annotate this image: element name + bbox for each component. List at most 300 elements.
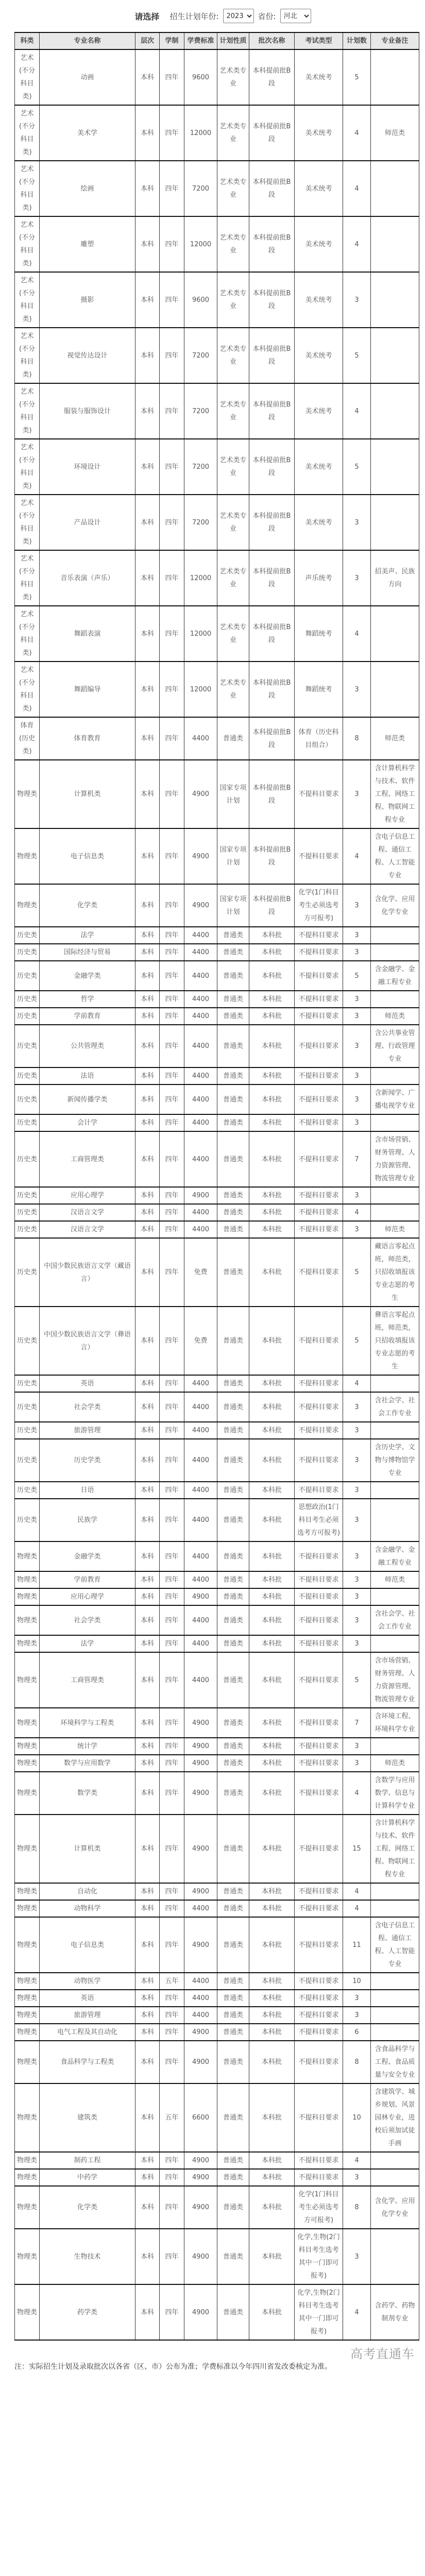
- table-row: [15, 1635, 419, 1652]
- table-row: [15, 1883, 419, 1900]
- cell-major-name: 摄影: [40, 272, 135, 328]
- cell-major-name: 旅游管理: [40, 2007, 135, 2024]
- cell-major-name: 制药工程: [40, 2152, 135, 2169]
- cell-batch: 本科批: [249, 1084, 295, 1114]
- table-row: [15, 1482, 419, 1499]
- header-level: 层次: [135, 32, 160, 49]
- cell-tuition: 免费: [184, 1238, 217, 1307]
- cell-plan-type: 普通类: [217, 1772, 249, 1815]
- cell-tuition: 6600: [184, 2083, 217, 2152]
- cell-plan-type: 普通类: [217, 961, 249, 991]
- cell-major-name: 食品科学与工程类: [40, 2041, 135, 2083]
- cell-tuition: 4400: [184, 1605, 217, 1635]
- cell-duration: 四年: [160, 1439, 184, 1482]
- cell-plan-count: 3: [343, 1187, 371, 1204]
- cell-exam-type: 不提科目要求: [295, 1204, 343, 1221]
- cell-duration: 四年: [160, 328, 184, 383]
- table-row: [15, 1187, 419, 1204]
- cell-exam-type: 不提科目要求: [295, 991, 343, 1008]
- cell-plan-count: 3: [343, 1499, 371, 1541]
- cell-batch: 本科提前批B段: [249, 49, 295, 105]
- table-row: [15, 1973, 419, 1990]
- cell-subject-category: 历史类: [15, 1307, 40, 1375]
- cell-subject-category: 物理类: [15, 2083, 40, 2152]
- cell-major-name: 社会学类: [40, 1392, 135, 1422]
- cell-level: 本科: [135, 161, 160, 216]
- table-row: [15, 2007, 419, 2024]
- cell-plan-type: 艺术类专业: [217, 105, 249, 161]
- table-row: [15, 1221, 419, 1238]
- cell-major-note: 师范类: [371, 105, 419, 161]
- cell-subject-category: 物理类: [15, 884, 40, 927]
- cell-duration: 四年: [160, 1990, 184, 2007]
- cell-tuition: 4900: [184, 1187, 217, 1204]
- cell-plan-count: 3: [343, 662, 371, 717]
- cell-subject-category: 历史类: [15, 961, 40, 991]
- cell-plan-type: 普通类: [217, 1114, 249, 1131]
- cell-level: 本科: [135, 1187, 160, 1204]
- cell-batch: 本科批: [249, 991, 295, 1008]
- cell-tuition: 4400: [184, 717, 217, 760]
- cell-level: 本科: [135, 1588, 160, 1605]
- cell-major-name: 法学: [40, 927, 135, 944]
- cell-exam-type: 不提科目要求: [295, 2152, 343, 2169]
- cell-plan-type: 普通类: [217, 1084, 249, 1114]
- cell-plan-type: 普通类: [217, 2083, 249, 2152]
- year-select[interactable]: [223, 9, 254, 23]
- cell-duration: 四年: [160, 1482, 184, 1499]
- cell-exam-type: 不提科目要求: [295, 1588, 343, 1605]
- cell-batch: 本科批: [249, 1422, 295, 1439]
- cell-plan-count: 10: [343, 1973, 371, 1990]
- cell-subject-category: 物理类: [15, 1772, 40, 1815]
- cell-plan-type: 普通类: [217, 1917, 249, 1973]
- cell-plan-type: 普通类: [217, 1439, 249, 1482]
- cell-batch: 本科批: [249, 2229, 295, 2284]
- cell-exam-type: 美术统考: [295, 383, 343, 439]
- cell-plan-type: 普通类: [217, 1025, 249, 1067]
- cell-major-note: [371, 991, 419, 1008]
- cell-duration: 四年: [160, 2186, 184, 2229]
- cell-level: 本科: [135, 828, 160, 884]
- cell-level: 本科: [135, 1973, 160, 1990]
- table-row: [15, 1815, 419, 1883]
- cell-batch: 本科批: [249, 1917, 295, 1973]
- cell-subject-category: 历史类: [15, 1008, 40, 1025]
- cell-plan-count: 3: [343, 1439, 371, 1482]
- cell-subject-category: 艺术(不分科目类): [15, 216, 40, 272]
- cell-plan-count: 3: [343, 1571, 371, 1588]
- cell-major-note: 师范类: [371, 717, 419, 760]
- cell-duration: 四年: [160, 717, 184, 760]
- table-row: [15, 717, 419, 760]
- cell-major-note: [371, 1883, 419, 1900]
- cell-duration: 四年: [160, 272, 184, 328]
- cell-batch: 本科批: [249, 927, 295, 944]
- table-row: [15, 1541, 419, 1571]
- table-row: [15, 272, 419, 328]
- cell-exam-type: 不提科目要求: [295, 1307, 343, 1375]
- cell-duration: 五年: [160, 1973, 184, 1990]
- cell-tuition: 4900: [184, 1738, 217, 1755]
- cell-major-name: 自动化: [40, 1883, 135, 1900]
- cell-duration: 四年: [160, 1499, 184, 1541]
- cell-plan-type: 普通类: [217, 1204, 249, 1221]
- cell-tuition: 4900: [184, 1883, 217, 1900]
- cell-level: 本科: [135, 2024, 160, 2041]
- cell-duration: 四年: [160, 495, 184, 550]
- cell-plan-count: 3: [343, 1482, 371, 1499]
- cell-plan-count: 5: [343, 961, 371, 991]
- cell-subject-category: 艺术(不分科目类): [15, 550, 40, 606]
- cell-batch: 本科批: [249, 1114, 295, 1131]
- cell-exam-type: 不提科目要求: [295, 1571, 343, 1588]
- cell-tuition: 4900: [184, 828, 217, 884]
- cell-level: 本科: [135, 2169, 160, 2186]
- cell-exam-type: 不提科目要求: [295, 1238, 343, 1307]
- cell-duration: 四年: [160, 1114, 184, 1131]
- cell-subject-category: 艺术(不分科目类): [15, 161, 40, 216]
- cell-major-name: 舞蹈表演: [40, 606, 135, 662]
- cell-plan-count: 3: [343, 1738, 371, 1755]
- cell-level: 本科: [135, 1883, 160, 1900]
- cell-tuition: 4400: [184, 1375, 217, 1392]
- cell-plan-count: 3: [343, 1392, 371, 1422]
- cell-subject-category: 物理类: [15, 2007, 40, 2024]
- cell-major-name: 电子信息类: [40, 828, 135, 884]
- cell-subject-category: 物理类: [15, 1708, 40, 1738]
- table-row: [15, 1067, 419, 1084]
- cell-batch: 本科批: [249, 1635, 295, 1652]
- cell-plan-type: 普通类: [217, 1990, 249, 2007]
- cell-level: 本科: [135, 1375, 160, 1392]
- cell-subject-category: 体育(历史类): [15, 717, 40, 760]
- cell-exam-type: 不提科目要求: [295, 944, 343, 961]
- cell-exam-type: 不提科目要求: [295, 1900, 343, 1917]
- cell-plan-count: 4: [343, 383, 371, 439]
- cell-plan-count: 3: [343, 927, 371, 944]
- cell-subject-category: 物理类: [15, 760, 40, 828]
- cell-plan-type: 普通类: [217, 1307, 249, 1375]
- cell-exam-type: 美术统考: [295, 495, 343, 550]
- cell-subject-category: 物理类: [15, 2169, 40, 2186]
- cell-plan-type: 艺术类专业: [217, 439, 249, 495]
- cell-batch: 本科批: [249, 2284, 295, 2340]
- cell-plan-type: 普通类: [217, 927, 249, 944]
- cell-duration: 四年: [160, 1755, 184, 1772]
- table-header-row: [15, 32, 419, 49]
- cell-plan-count: 3: [343, 760, 371, 828]
- cell-major-note: 含金融学、金融工程专业: [371, 961, 419, 991]
- cell-plan-type: 普通类: [217, 1973, 249, 1990]
- cell-major-note: [371, 2229, 419, 2284]
- cell-exam-type: 不提科目要求: [295, 1131, 343, 1187]
- cell-batch: 本科提前批B段: [249, 884, 295, 927]
- cell-major-note: [371, 1499, 419, 1541]
- cell-plan-count: 4: [343, 2152, 371, 2169]
- cell-tuition: 4900: [184, 1917, 217, 1973]
- cell-subject-category: 艺术(不分科目类): [15, 328, 40, 383]
- cell-level: 本科: [135, 1008, 160, 1025]
- cell-plan-type: 普通类: [217, 717, 249, 760]
- table-row: [15, 216, 419, 272]
- cell-plan-count: 3: [343, 2007, 371, 2024]
- cell-batch: 本科批: [249, 1238, 295, 1307]
- cell-plan-count: 4: [343, 105, 371, 161]
- cell-major-name: 汉语言文学: [40, 1221, 135, 1238]
- cell-tuition: 12000: [184, 550, 217, 606]
- cell-subject-category: 历史类: [15, 1187, 40, 1204]
- cell-plan-count: 4: [343, 216, 371, 272]
- cell-duration: 四年: [160, 884, 184, 927]
- cell-major-name: 生物技术: [40, 2229, 135, 2284]
- cell-plan-count: 3: [343, 944, 371, 961]
- cell-subject-category: 物理类: [15, 2152, 40, 2169]
- cell-batch: 本科批: [249, 1755, 295, 1772]
- cell-major-name: 建筑类: [40, 2083, 135, 2152]
- table-row: [15, 1238, 419, 1307]
- cell-major-name: 中药学: [40, 2169, 135, 2186]
- province-select[interactable]: [280, 9, 311, 23]
- cell-tuition: 4400: [184, 1973, 217, 1990]
- table-row: [15, 884, 419, 927]
- cell-plan-type: 普通类: [217, 1187, 249, 1204]
- cell-duration: 四年: [160, 1605, 184, 1635]
- cell-major-name: 工商管理类: [40, 1131, 135, 1187]
- cell-major-note: 含化学、应用化学专业: [371, 884, 419, 927]
- cell-major-note: [371, 1635, 419, 1652]
- cell-duration: 四年: [160, 1772, 184, 1815]
- cell-level: 本科: [135, 991, 160, 1008]
- table-row: [15, 1652, 419, 1708]
- cell-tuition: 4400: [184, 2007, 217, 2024]
- cell-plan-type: 国家专项计划: [217, 828, 249, 884]
- cell-plan-type: 艺术类专业: [217, 161, 249, 216]
- cell-plan-type: 艺术类专业: [217, 606, 249, 662]
- cell-level: 本科: [135, 1900, 160, 1917]
- cell-level: 本科: [135, 760, 160, 828]
- cell-plan-count: 5: [343, 439, 371, 495]
- cell-major-note: 含建筑学、城乡规划、风景园林专业，进校后须加试徒手画: [371, 2083, 419, 2152]
- cell-plan-type: 普通类: [217, 1900, 249, 1917]
- cell-plan-type: 普通类: [217, 2186, 249, 2229]
- cell-major-name: 英语: [40, 1375, 135, 1392]
- cell-exam-type: 不提科目要求: [295, 828, 343, 884]
- cell-plan-type: 艺术类专业: [217, 216, 249, 272]
- cell-subject-category: 物理类: [15, 1815, 40, 1883]
- cell-major-note: [371, 2007, 419, 2024]
- cell-batch: 本科提前批B段: [249, 272, 295, 328]
- cell-plan-count: 5: [343, 328, 371, 383]
- cell-exam-type: 不提科目要求: [295, 2041, 343, 2083]
- cell-batch: 本科批: [249, 1307, 295, 1375]
- cell-batch: 本科批: [249, 1772, 295, 1815]
- cell-level: 本科: [135, 2284, 160, 2340]
- table-row: [15, 2152, 419, 2169]
- cell-plan-type: 艺术类专业: [217, 272, 249, 328]
- cell-major-name: 计算机类: [40, 1815, 135, 1883]
- cell-duration: 四年: [160, 2041, 184, 2083]
- cell-level: 本科: [135, 2229, 160, 2284]
- cell-major-name: 药学类: [40, 2284, 135, 2340]
- cell-batch: 本科批: [249, 1883, 295, 1900]
- cell-subject-category: 物理类: [15, 1755, 40, 1772]
- cell-level: 本科: [135, 105, 160, 161]
- cell-subject-category: 历史类: [15, 1439, 40, 1482]
- cell-exam-type: 美术统考: [295, 105, 343, 161]
- cell-plan-type: 普通类: [217, 2169, 249, 2186]
- table-row: [15, 606, 419, 662]
- cell-major-name: 计算机类: [40, 760, 135, 828]
- cell-level: 本科: [135, 1708, 160, 1738]
- cell-plan-count: 3: [343, 1990, 371, 2007]
- cell-duration: 四年: [160, 662, 184, 717]
- cell-major-name: 产品设计: [40, 495, 135, 550]
- cell-plan-count: 7: [343, 1131, 371, 1187]
- cell-level: 本科: [135, 2186, 160, 2229]
- cell-exam-type: 美术统考: [295, 328, 343, 383]
- cell-level: 本科: [135, 1025, 160, 1067]
- cell-major-note: [371, 662, 419, 717]
- cell-major-note: 含市场营销、财务管理、人力资源管理、物流管理专业: [371, 1652, 419, 1708]
- cell-batch: 本科批: [249, 1571, 295, 1588]
- cell-batch: 本科批: [249, 1990, 295, 2007]
- cell-major-note: [371, 927, 419, 944]
- cell-plan-count: 3: [343, 1008, 371, 1025]
- cell-level: 本科: [135, 1238, 160, 1307]
- cell-plan-count: 8: [343, 717, 371, 760]
- cell-duration: 四年: [160, 1204, 184, 1221]
- cell-exam-type: 不提科目要求: [295, 1990, 343, 2007]
- cell-plan-type: 艺术类专业: [217, 49, 249, 105]
- cell-batch: 本科提前批B段: [249, 760, 295, 828]
- cell-subject-category: 物理类: [15, 1652, 40, 1708]
- table-row: [15, 927, 419, 944]
- cell-major-name: 动画: [40, 49, 135, 105]
- cell-plan-type: 普通类: [217, 1482, 249, 1499]
- cell-major-note: 藏语言零起点班，师范类，只招收填报该专业志愿的考生: [371, 1238, 419, 1307]
- cell-exam-type: 不提科目要求: [295, 1008, 343, 1025]
- cell-exam-type: 美术统考: [295, 272, 343, 328]
- cell-subject-category: 历史类: [15, 1025, 40, 1067]
- cell-major-name: 中国少数民族语言文学（彝语言）: [40, 1307, 135, 1375]
- cell-plan-type: 艺术类专业: [217, 383, 249, 439]
- cell-tuition: 4400: [184, 1499, 217, 1541]
- cell-major-note: [371, 1422, 419, 1439]
- cell-exam-type: 不提科目要求: [295, 1605, 343, 1635]
- cell-duration: 四年: [160, 1738, 184, 1755]
- cell-major-note: [371, 606, 419, 662]
- cell-tuition: 4400: [184, 1221, 217, 1238]
- header-exam-type: 考试类型: [295, 32, 343, 49]
- cell-plan-type: 普通类: [217, 1238, 249, 1307]
- table-row: [15, 1025, 419, 1067]
- cell-subject-category: 物理类: [15, 2284, 40, 2340]
- cell-batch: 本科提前批B段: [249, 439, 295, 495]
- cell-major-name: 视觉传达设计: [40, 328, 135, 383]
- cell-tuition: 12000: [184, 105, 217, 161]
- cell-plan-type: 普通类: [217, 1422, 249, 1439]
- cell-major-name: 动物科学: [40, 1900, 135, 1917]
- cell-plan-type: 普通类: [217, 1541, 249, 1571]
- cell-plan-count: 4: [343, 1883, 371, 1900]
- cell-subject-category: 历史类: [15, 991, 40, 1008]
- table-row: [15, 1499, 419, 1541]
- cell-tuition: 4400: [184, 1422, 217, 1439]
- cell-major-name: 公共管理类: [40, 1025, 135, 1067]
- cell-tuition: 4400: [184, 1900, 217, 1917]
- cell-major-note: 师范类: [371, 1221, 419, 1238]
- cell-duration: 四年: [160, 927, 184, 944]
- cell-exam-type: 不提科目要求: [295, 927, 343, 944]
- cell-batch: 本科批: [249, 1439, 295, 1482]
- cell-level: 本科: [135, 383, 160, 439]
- cell-plan-type: 普通类: [217, 1652, 249, 1708]
- table-row: [15, 662, 419, 717]
- cell-level: 本科: [135, 1499, 160, 1541]
- table-row: [15, 1439, 419, 1482]
- cell-subject-category: 历史类: [15, 1375, 40, 1392]
- watermark-logo: 高考直通车: [350, 2347, 415, 2361]
- cell-major-note: [371, 49, 419, 105]
- cell-tuition: 4400: [184, 1204, 217, 1221]
- cell-exam-type: 不提科目要求: [295, 1883, 343, 1900]
- cell-plan-type: 普通类: [217, 1588, 249, 1605]
- cell-tuition: 4400: [184, 1114, 217, 1131]
- header-batch: 批次名称: [249, 32, 295, 49]
- cell-level: 本科: [135, 1755, 160, 1772]
- cell-tuition: 4900: [184, 2186, 217, 2229]
- cell-plan-count: 3: [343, 1605, 371, 1635]
- footnote: 注：实际招生计划及录取批次以各省（区、市）公布为准；学费标准以今年四川省发改委核定为准。: [14, 2363, 332, 2371]
- cell-tuition: 4900: [184, 2284, 217, 2340]
- cell-duration: 四年: [160, 383, 184, 439]
- cell-level: 本科: [135, 927, 160, 944]
- header-subject-category: 科类: [15, 32, 40, 49]
- province-label: 省份:: [258, 11, 276, 21]
- header-duration: 学制: [160, 32, 184, 49]
- cell-level: 本科: [135, 1392, 160, 1422]
- table-body: [15, 49, 419, 2340]
- cell-exam-type: 体育（历史科目组合）: [295, 717, 343, 760]
- cell-plan-type: 艺术类专业: [217, 495, 249, 550]
- cell-level: 本科: [135, 439, 160, 495]
- cell-subject-category: 物理类: [15, 1588, 40, 1605]
- cell-level: 本科: [135, 884, 160, 927]
- cell-batch: 本科批: [249, 1025, 295, 1067]
- cell-level: 本科: [135, 961, 160, 991]
- cell-exam-type: 不提科目要求: [295, 1772, 343, 1815]
- table-row: [15, 1307, 419, 1375]
- cell-tuition: 4900: [184, 1755, 217, 1772]
- cell-major-note: [371, 1067, 419, 1084]
- cell-plan-count: 3: [343, 1084, 371, 1114]
- table-row: [15, 944, 419, 961]
- table-row: [15, 1392, 419, 1422]
- cell-exam-type: 不提科目要求: [295, 1738, 343, 1755]
- cell-batch: 本科批: [249, 1067, 295, 1084]
- cell-tuition: 7200: [184, 161, 217, 216]
- table-row: [15, 1204, 419, 1221]
- cell-tuition: 4400: [184, 1635, 217, 1652]
- cell-batch: 本科批: [249, 2152, 295, 2169]
- cell-duration: 四年: [160, 2024, 184, 2041]
- cell-major-note: 师范类: [371, 1571, 419, 1588]
- cell-plan-type: 普通类: [217, 1635, 249, 1652]
- cell-plan-count: 3: [343, 1541, 371, 1571]
- cell-subject-category: 历史类: [15, 1067, 40, 1084]
- cell-major-note: [371, 1973, 419, 1990]
